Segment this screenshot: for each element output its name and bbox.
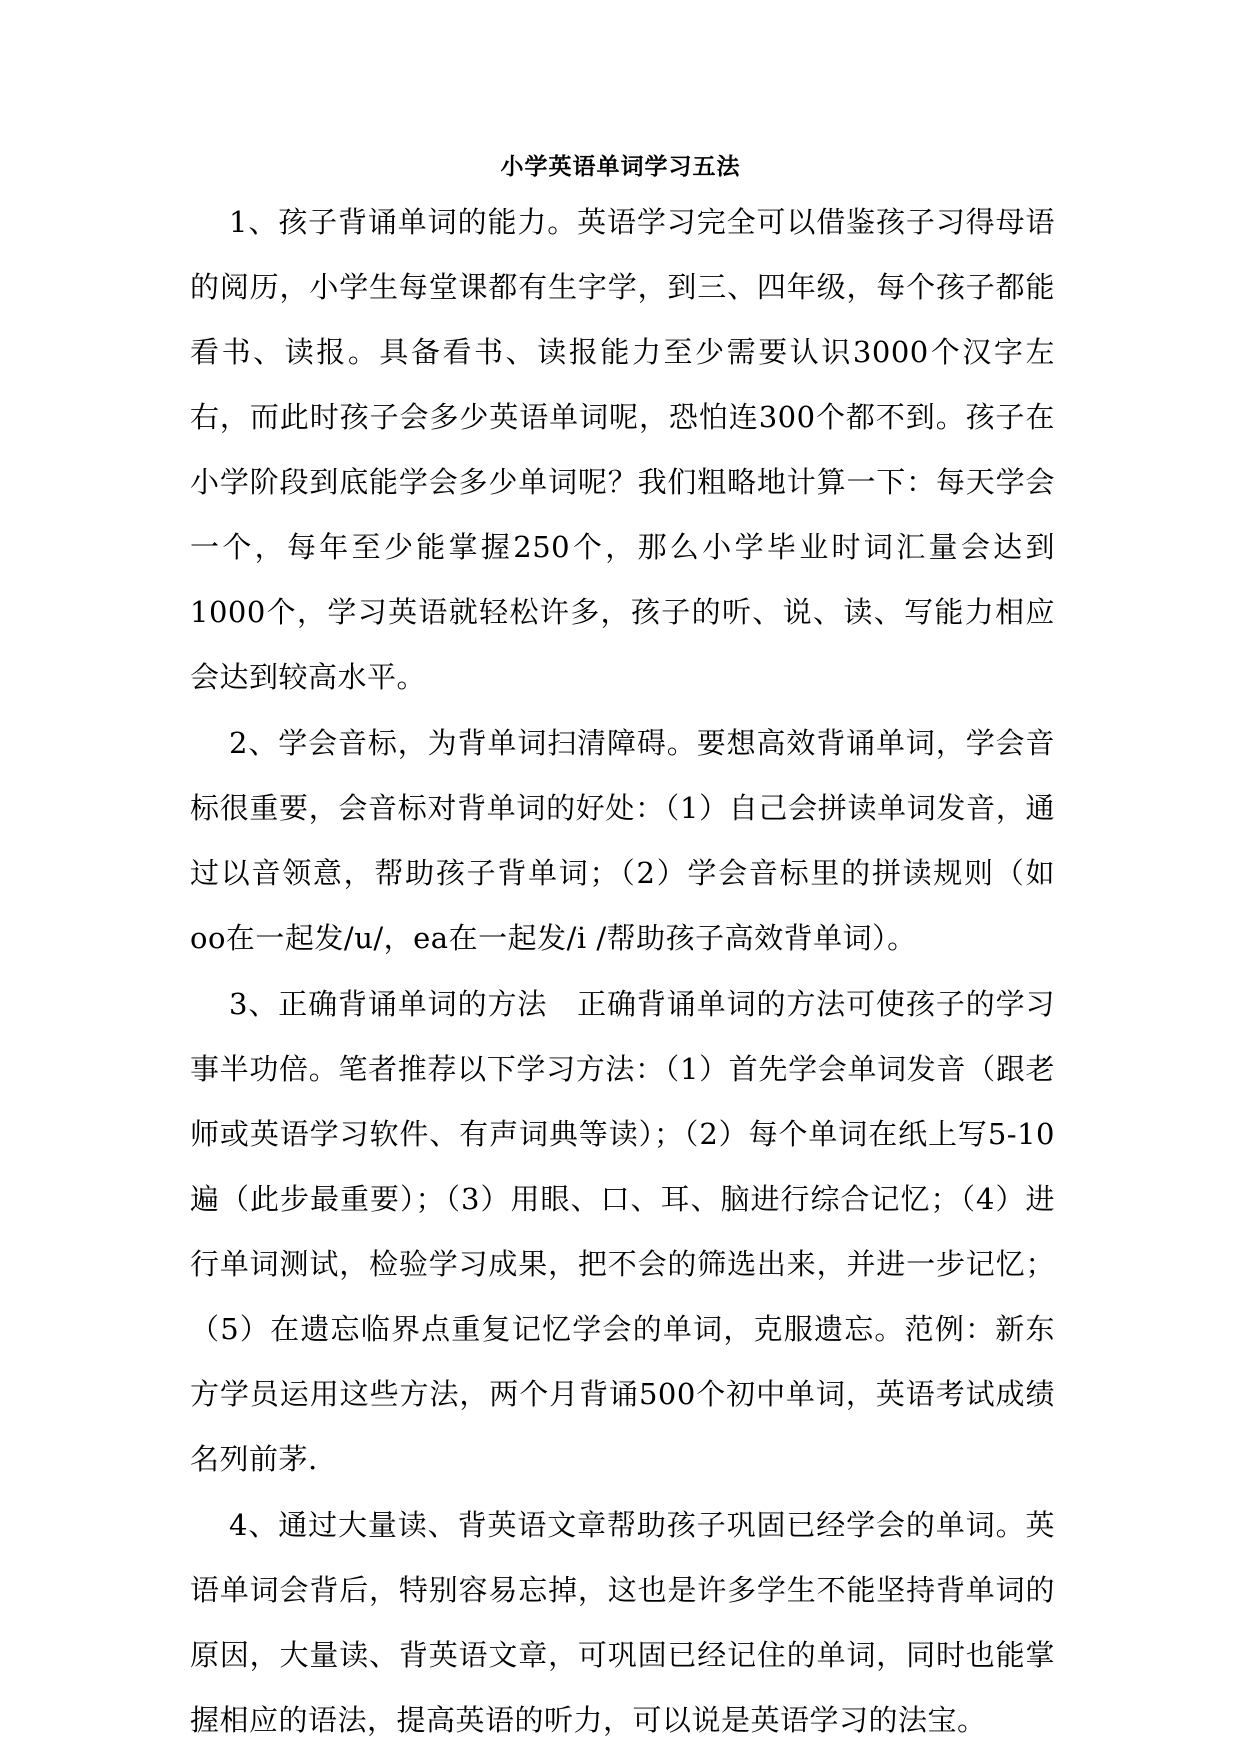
paragraph-3: 3、正确背诵单词的方法 正确背诵单词的方法可使孩子的学习事半功倍。笔者推荐以下学习方法：（1）首先学会单词发音（跟老师或英语学习软件、有声词典等读）；（2）每个单词在纸上写5-10遍（此步最重要）；（3）用眼、口、耳、脑进行综合记忆；（4）进行单词测试，检验学习成果，把不会的筛选出来，并进一步记忆；（5）在遗忘临界点重复记忆学会的单词，克服遗忘。范例：新东方学员运用这些方法，两个月背诵500个初中单词，英语考试成绩名列前茅. xyxy=(190,987,1055,1476)
paragraph-4: 4、通过大量读、背英语文章帮助孩子巩固已经学会的单词。英语单词会背后，特别容易忘掉，这也是许多学生不能坚持背单词的原因，大量读、背英语文章，可巩固已经记住的单词，同时也能掌握相应的语法，提高英语的听力，可以说是英语学习的法宝。 xyxy=(190,1508,1055,1737)
document-body xyxy=(190,190,1055,1754)
paragraph-1: 1、孩子背诵单词的能力。英语学习完全可以借鉴孩子习得母语的阅历，小学生每堂课都有生字学，到三、四年级，每个孩子都能看书、读报。具备看书、读报能力至少需要认识3000个汉字左右，而此时孩子会多少英语单词呢，恐怕连300个都不到。孩子在小学阶段到底能学会多少单词呢？我们粗略地计算一下：每天学会一个，每年至少能掌握250个，那么小学毕业时词汇量会达到1000个，学习英语就轻松许多，孩子的听、说、读、写能力相应会达到较高水平。 xyxy=(190,205,1055,694)
document-title: 小学英语单词学习五法 xyxy=(500,153,741,180)
paragraph-2: 2、学会音标，为背单词扫清障碍。要想高效背诵单词，学会音标很重要，会音标对背单词的好处：（1）自己会拼读单词发音，通过以音领意，帮助孩子背单词；（2）学会音标里的拼读规则（如oo在一起发/u/，ea在一起发/i /帮助孩子高效背单词）。 xyxy=(190,726,1055,955)
